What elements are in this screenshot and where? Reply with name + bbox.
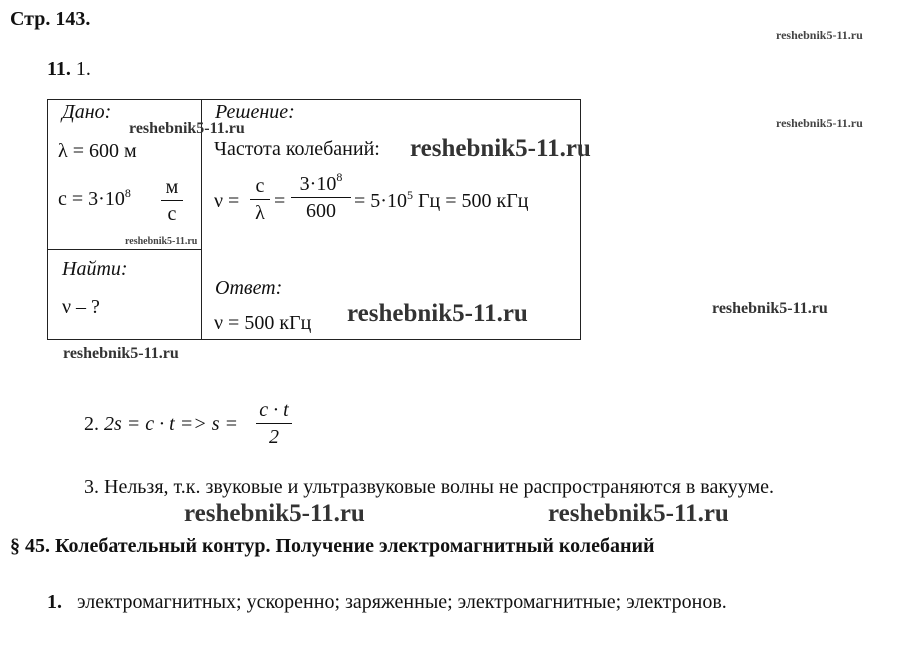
c-unit-fraction: м с [161, 176, 183, 225]
watermark: reshebnik5-11.ru [129, 120, 245, 137]
exercise-sub: 1. [75, 58, 91, 80]
given-label: Дано: [62, 101, 112, 123]
formula-result: = $5\cdot 10^5$ Гц = 500 кГц [354, 188, 529, 212]
answer-label: Ответ: [215, 277, 283, 299]
nu-prefix: ν = [214, 190, 240, 212]
watermark: reshebnik5-11.ru [184, 500, 365, 527]
item-2-fraction: c · t 2 [256, 399, 292, 448]
watermark: reshebnik5-11.ru [548, 500, 729, 527]
find-label: Найти: [62, 258, 128, 280]
watermark: reshebnik5-11.ru [125, 236, 198, 247]
c-value: $c = 3\cdot 10^8$ [58, 186, 131, 210]
watermark: reshebnik5-11.ru [347, 300, 528, 327]
watermark: reshebnik5-11.ru [776, 28, 863, 42]
find-value: ν – ? [62, 296, 100, 318]
item-3: 3. Нельзя, т.к. звуковые и ультразвуковые волны не распространяются в вакууме. [84, 476, 775, 498]
item-2: 2. 2s = c · t => s = [84, 413, 238, 435]
frequency-text: Частота колебаний: [214, 138, 380, 160]
section-title: § 45. Колебательный контур. Получение электромагнитный колебаний [10, 535, 655, 557]
formula-fraction-numbers: $3\cdot 10^8$ 600 [291, 173, 351, 222]
page-header: Стр. 143. [10, 8, 91, 30]
section-answer-1: 1. электромагнитных; ускоренно; заряженные; электромагнитные; электронов. [47, 591, 727, 613]
table-divider-horizontal [47, 249, 201, 250]
watermark: reshebnik5-11.ru [712, 300, 828, 317]
watermark: reshebnik5-11.ru [63, 345, 179, 362]
watermark: reshebnik5-11.ru [410, 135, 591, 162]
solution-label: Решение: [215, 101, 295, 123]
lambda-value: λ = 600 м [58, 140, 137, 162]
exercise-number [47, 58, 91, 81]
exercise-label: 11. [47, 58, 71, 80]
answer-value: ν = 500 кГц [214, 312, 312, 334]
watermark: reshebnik5-11.ru [776, 116, 863, 130]
equals-sign: = [274, 190, 286, 212]
formula-fraction-c-lambda: c λ [250, 175, 270, 224]
